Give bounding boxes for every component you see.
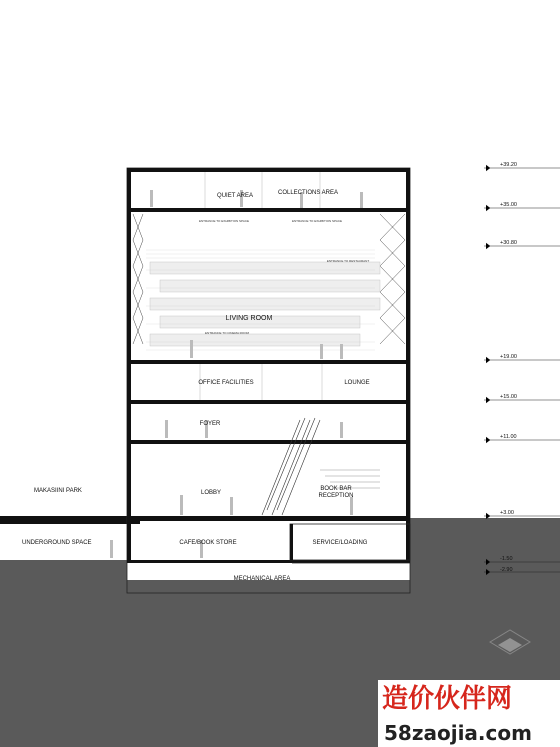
label-reception: RECEPTION	[318, 493, 354, 499]
label-lounge: LOUNGE	[344, 380, 370, 386]
elevation-label: -1.50	[500, 556, 513, 562]
elevation-markers	[484, 165, 560, 575]
watermark-cn: 造价伙伴网	[382, 684, 513, 714]
note-entrance-4: ENTRANCE TO CINEMA ROOM	[205, 331, 249, 335]
columns	[127, 172, 410, 560]
elevation-label: +30.80	[500, 240, 517, 246]
elevation-label: +15.00	[500, 394, 517, 400]
elevation-label: +19.00	[500, 354, 517, 360]
elevation-label: +11.00	[500, 434, 517, 440]
note-entrance-3: ENTRANCE TO RESTAURANT	[326, 259, 370, 263]
elevation-label: -2.90	[500, 567, 513, 573]
people-silhouettes	[110, 190, 363, 558]
living-room-terraces	[150, 262, 380, 346]
watermark-url: 58zaojia.com	[384, 721, 532, 745]
note-entrance-1: ENTRANCE TO EXHIBITION SPACE	[198, 219, 250, 223]
service-wall	[290, 524, 293, 560]
label-underground-space: UNDERGROUND SPACE	[22, 540, 92, 546]
label-foyer: FOYER	[199, 421, 221, 427]
label-living-room: LIVING ROOM	[225, 315, 273, 322]
label-mechanical-area: MECHANICAL AREA	[233, 576, 291, 582]
escalator	[262, 418, 320, 515]
label-office-facilities: OFFICE FACILITIES	[198, 380, 254, 386]
label-book-bar: BOOK BAR	[320, 486, 352, 492]
ground-fill-below	[127, 593, 410, 747]
elevation-label: +3.00	[500, 510, 514, 516]
label-quiet-area: QUIET AREA	[217, 193, 253, 199]
ground-fill-left	[0, 560, 127, 747]
label-collections-area: COLLECTIONS AREA	[277, 190, 339, 196]
grade-slab	[0, 516, 140, 524]
elevation-label: +39.20	[500, 162, 517, 168]
elevation-label: +35.00	[500, 202, 517, 208]
label-service-loading: SERVICE/LOADING	[312, 540, 368, 546]
label-makasiini-park: MAKASIINI PARK	[34, 488, 82, 494]
floor-slabs	[127, 168, 410, 563]
label-cafe-book-store: CAFE/BOOK STORE	[179, 540, 237, 546]
label-lobby: LOBBY	[200, 490, 222, 496]
elevation-labels	[500, 162, 517, 573]
note-entrance-2: ENTRANCE TO EXHIBITION SPACE	[291, 219, 343, 223]
